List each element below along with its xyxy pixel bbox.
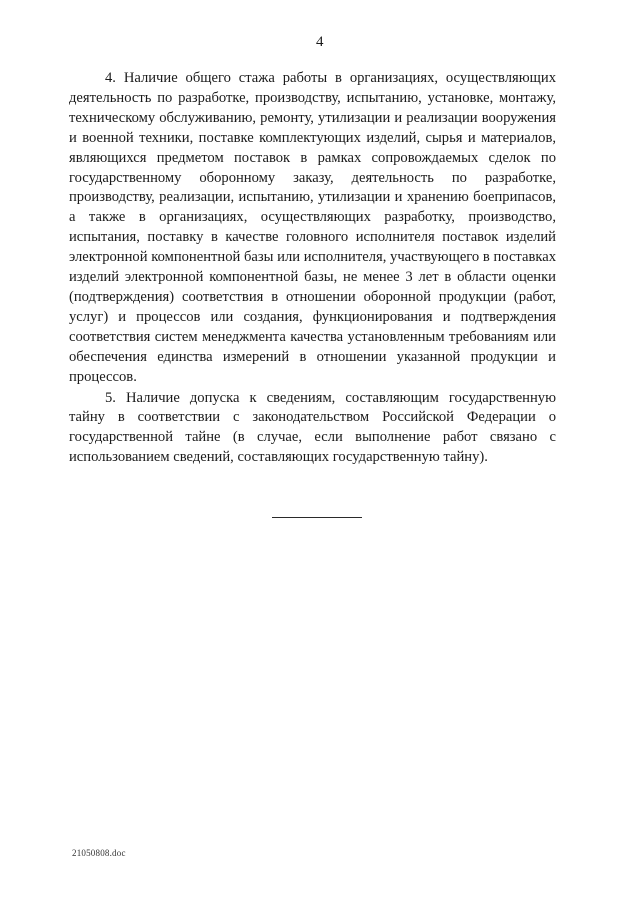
paragraph-5: 5. Наличие допуска к сведениям, составляющим государственную тайну в соответствии с законодательством Российской Федерации о государственной тайне (в случае, если выполнение работ связано с использованием сведений, составляющих государственную тайну). xyxy=(69,389,556,466)
paragraph-4: 4. Наличие общего стажа работы в организациях, осуществляющих деятельность по разработке, производству, испытанию, установке, монтажу, техническому обслуживанию, ремонту, утилизации и реализации вооружения и военной техники, поставке комплектующих изделий, сырья и материалов, являющихся предметом поставок в рамках сопровождаемых сделок по государственному оборонному заказу, деятельность по разработке, производству, реализации, испытанию, утилизации и хранению боеприпасов, а также в организациях, осуществляющих разработку, производство, испытания, поставку в качестве головного исполнителя поставок изделий электронной компонентной базы или исполнителя, участвующего в поставках изделий электронной компонентной базы, не менее 3 лет в области оценки (подтверждения) соответствия в отношении оборонной продукции (работ, услуг) и процессов или создания, функционирования и подтверждения соответствия систем менеджмента качества установленным требованиям или обеспечения единства измерений в отношении указанной продукции и процессов. xyxy=(69,70,556,385)
end-separator-line xyxy=(272,517,362,518)
page-number: 4 xyxy=(316,34,324,50)
file-reference: 21050808.doc xyxy=(72,848,126,858)
document-body xyxy=(69,69,556,468)
